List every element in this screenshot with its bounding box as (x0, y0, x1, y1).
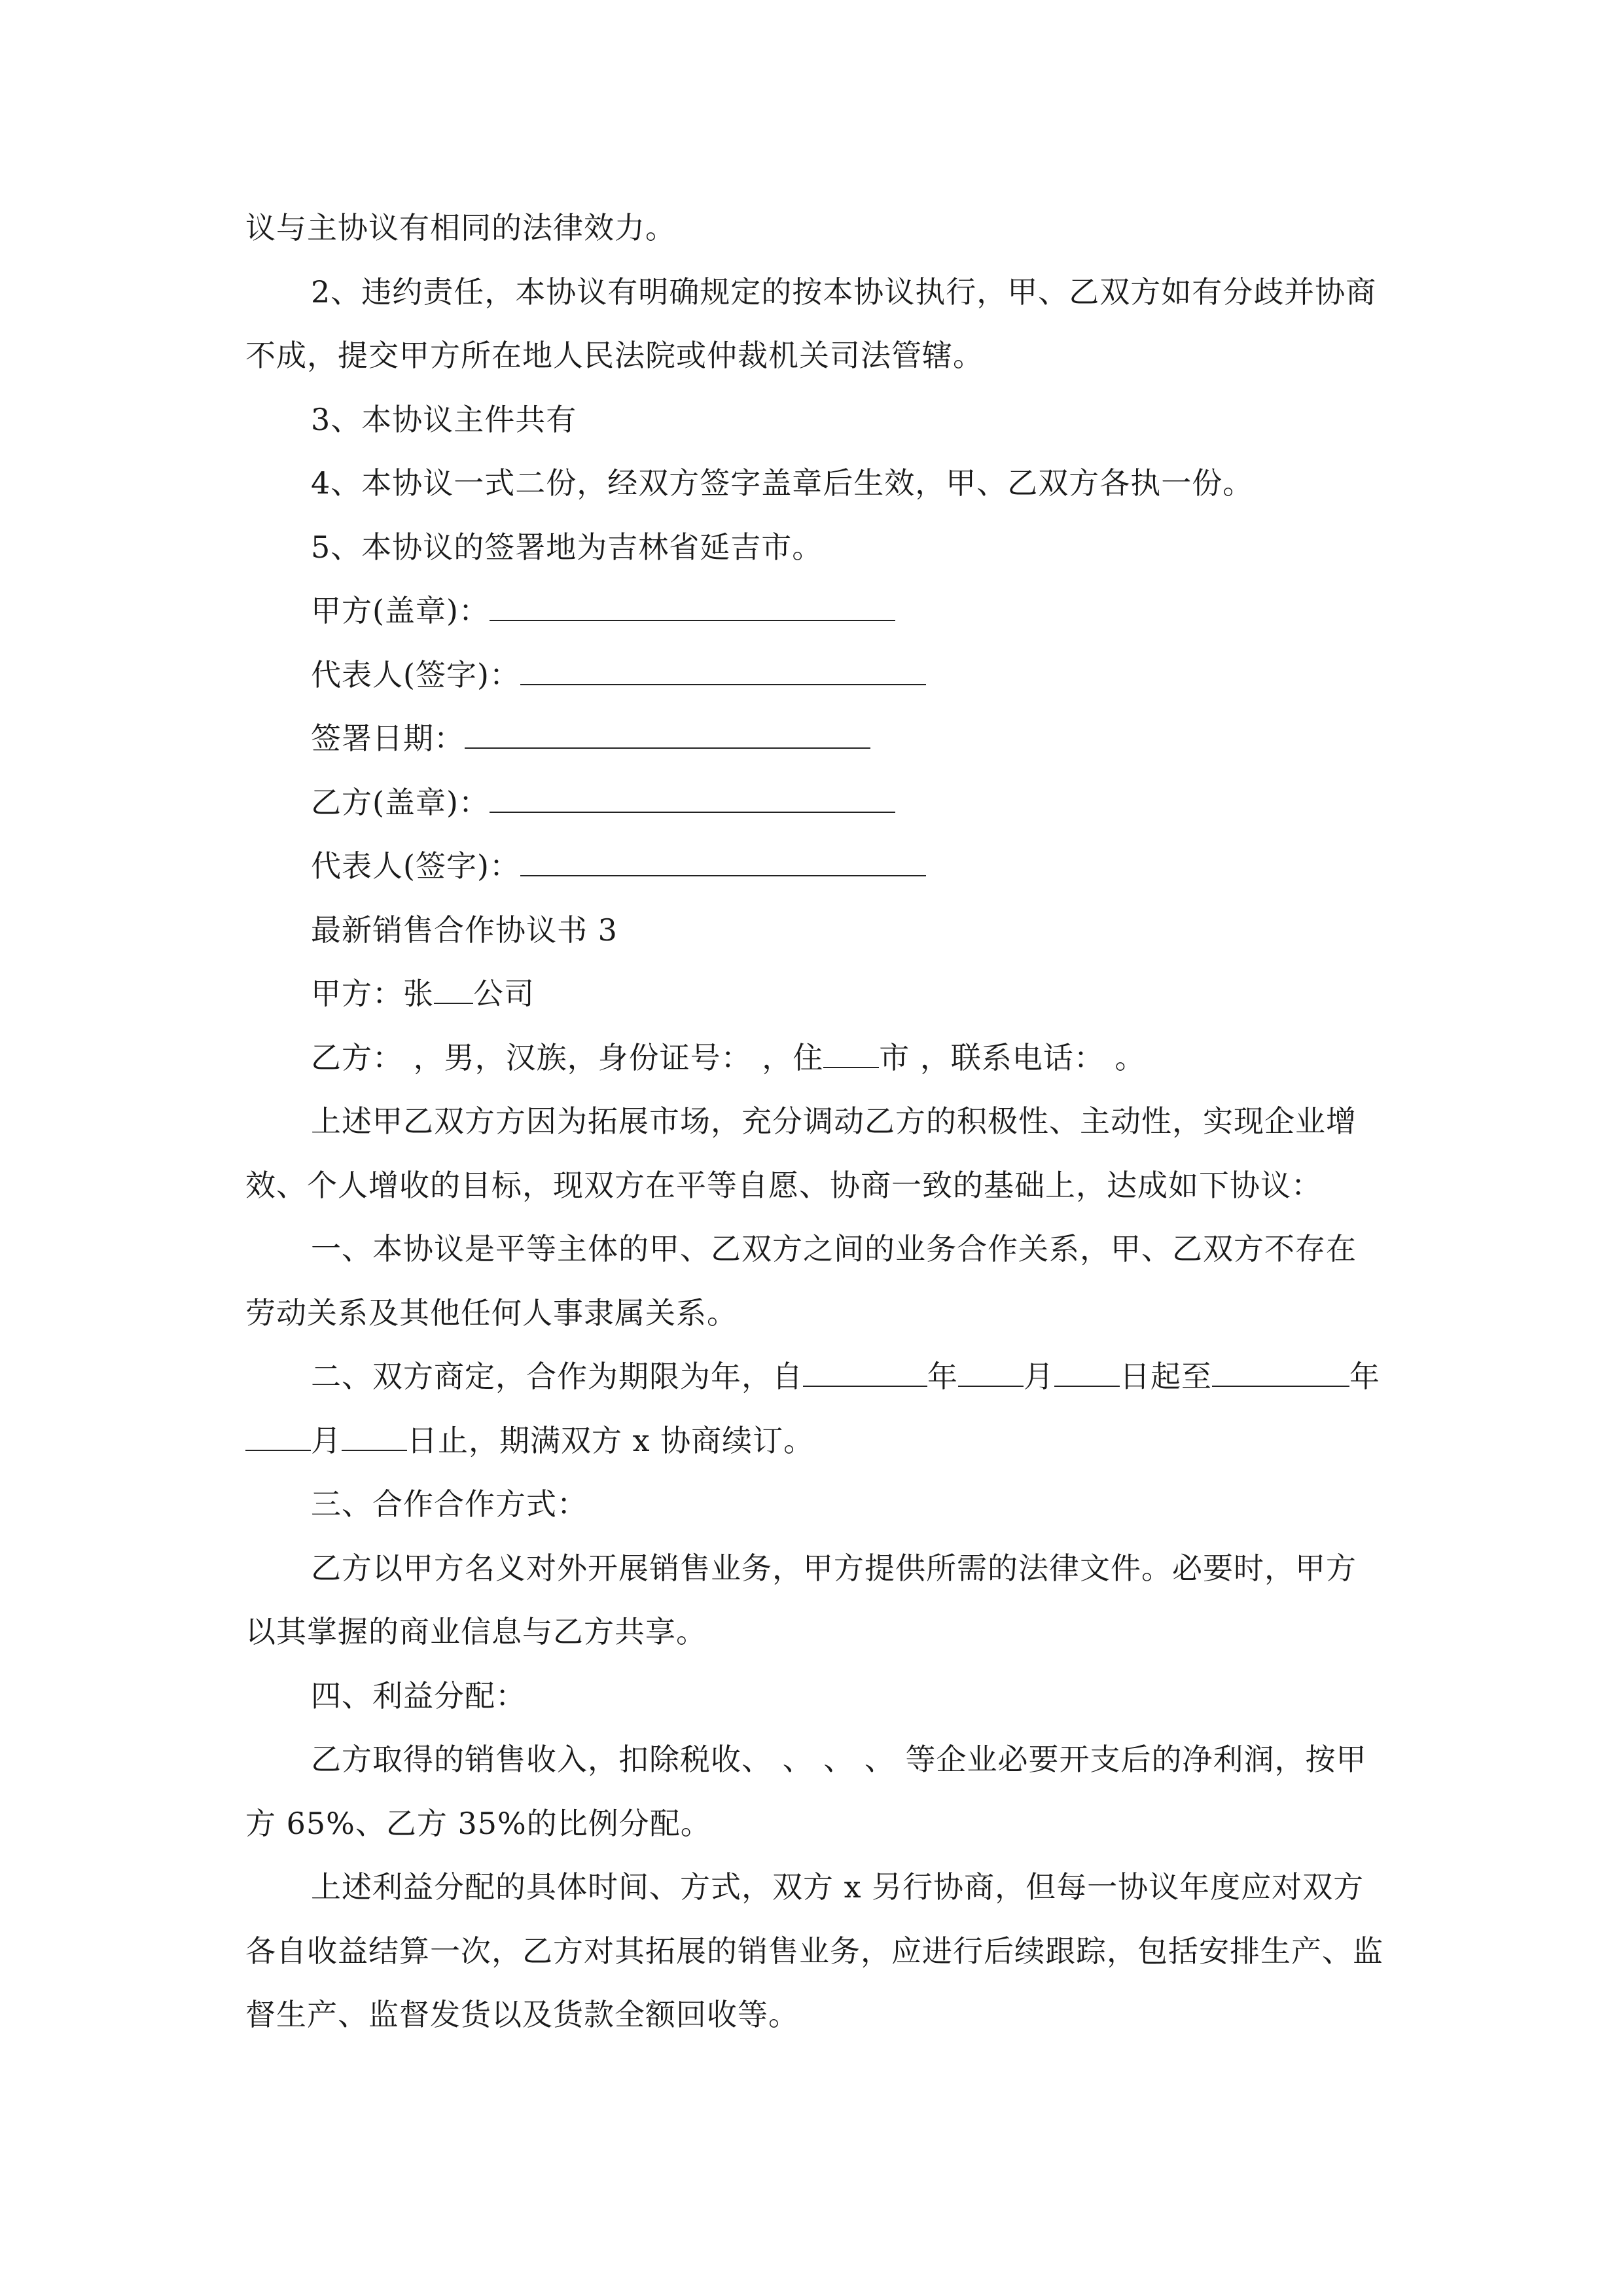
start-day-blank[interactable] (1054, 1359, 1120, 1387)
party-b-part2: 市 ，联系电话： 。 (879, 1039, 1146, 1075)
clause-1: 一、本协议是平等主体的甲、乙双方之间的业务合作关系，甲、乙双方不存在劳动关系及其他任何人事隶属关系。 (245, 1231, 1357, 1331)
signature-row-party-a (245, 579, 1384, 643)
signature-row-party-b (245, 771, 1384, 835)
signature-row-rep-2 (245, 834, 1384, 899)
paragraph-breach-liability: 2、违约责任，本协议有明确规定的按本协议执行，甲、乙双方如有分歧并协商不成，提交甲方所在地人民法院或仲裁机关司法管辖。 (245, 274, 1377, 373)
clause-4-title: 四、利益分配： (311, 1677, 526, 1713)
paragraph-main-parts: 3、本协议主件共有 (311, 401, 577, 437)
agreement-title: 最新销售合作协议书 3 (311, 912, 618, 948)
party-b-seal-line[interactable] (490, 785, 895, 813)
clause-3-body: 乙方以甲方名义对外开展销售业务，甲方提供所需的法律文件。必要时，甲方以其掌握的商业信息与乙方共享。 (245, 1550, 1357, 1649)
party-b-city-blank[interactable] (823, 1041, 879, 1068)
paragraph-intro: 上述甲乙双方方因为拓展市场，充分调动乙方的积极性、主动性，实现企业增效、个人增收的目标，现双方在平等自愿、协商一致的基础上，达成如下协议： (245, 1103, 1357, 1203)
party-a-suffix: 公司 (473, 976, 535, 1011)
end-year-blank-part[interactable] (1212, 1359, 1349, 1387)
end-month-blank[interactable] (245, 1424, 311, 1451)
document-body (245, 196, 1384, 2047)
signature-row-date (245, 707, 1384, 771)
clause-2-year-label: 年 (927, 1359, 958, 1394)
party-a-blank[interactable] (434, 977, 473, 1004)
clause-2-month-label: 月 (1024, 1359, 1054, 1394)
party-b-line (245, 1026, 1384, 1090)
clause-3-title: 三、合作合作方式： (311, 1486, 588, 1522)
sign-date-label: 签署日期： (311, 721, 465, 756)
clause-2-text-7: 日止，期满双方 x 协商续订。 (407, 1422, 815, 1458)
clause-2 (245, 1345, 1384, 1473)
party-a-prefix: 甲方：张 (311, 976, 434, 1011)
paragraph-signing-place: 5、本协议的签署地为吉林省延吉市。 (311, 529, 823, 565)
rep-sign-label-2: 代表人(签字)： (311, 848, 520, 884)
start-year-blank[interactable] (803, 1359, 927, 1387)
party-b-part1: 乙方： ，男，汉族，身份证号： ，住 (311, 1039, 824, 1075)
party-a-line (245, 962, 1384, 1026)
start-month-blank[interactable] (958, 1359, 1024, 1387)
clause-2-text-1: 二、双方商定，合作为期限为年，自 (311, 1359, 803, 1394)
paragraph-copies: 4、本协议一式二份，经双方签字盖章后生效，甲、乙双方各执一份。 (311, 465, 1254, 501)
sign-date-line[interactable] (465, 721, 870, 749)
party-a-seal-label: 甲方(盖章)： (311, 593, 490, 628)
party-a-seal-line[interactable] (490, 594, 895, 621)
rep-sign-label-1: 代表人(签字)： (311, 656, 520, 692)
signature-row-rep-1 (245, 643, 1384, 708)
rep-sign-line-2[interactable] (520, 849, 926, 876)
rep-sign-line-1[interactable] (520, 658, 926, 685)
end-day-blank[interactable] (342, 1424, 407, 1451)
clause-4-body-1: 乙方取得的销售收入，扣除税收、 、 、 、 等企业必要开支后的净利润，按甲方 65%、乙方 35%的比例分配。 (245, 1742, 1367, 1841)
clause-2-end-year-label: 年 (1349, 1359, 1380, 1394)
clause-4-body-2: 上述利益分配的具体时间、方式，双方 x 另行协商，但每一协议年度应对双方各自收益结算一次，乙方对其拓展的销售业务，应进行后续跟踪，包括安排生产、监督生产、监督发货以及货款全额回收等。 (245, 1869, 1383, 2032)
paragraph-continuation: 议与主协议有相同的法律效力。 (245, 210, 676, 245)
party-b-seal-label: 乙方(盖章)： (311, 784, 490, 820)
clause-2-text-4: 日起至 (1120, 1359, 1212, 1394)
clause-2-end-month-label: 月 (311, 1422, 342, 1458)
